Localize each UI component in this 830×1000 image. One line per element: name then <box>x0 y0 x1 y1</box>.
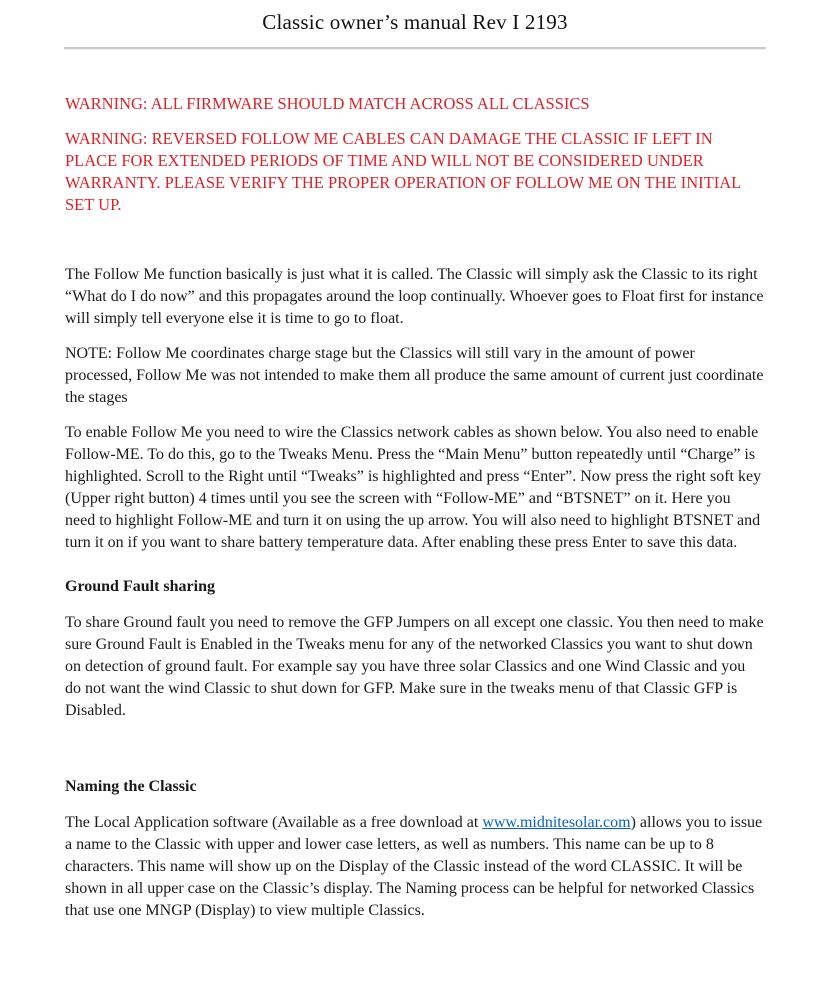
paragraph-note-charge-stage: NOTE: Follow Me coordinates charge stage but the Classics will still vary in the amount of power processed, Follow Me was not intended to make them all produce the same amount of current just coordinate the stages <box>65 345 764 406</box>
paragraph-ground-fault: To share Ground fault you need to remove the GFP Jumpers on all except one classic. You then need to make sure Ground Fault is Enabled in the Tweaks menu for any of the networked Classics you want to shut down on detection of ground fault. For example say you have three solar Classics and one Wind Classic and you do not want the wind Classic to shut down for GFP. Make sure in the tweaks menu of that Classic GFP is Disabled. <box>65 614 764 719</box>
document-body <box>0 93 830 922</box>
warning-firmware-match: WARNING: ALL FIRMWARE SHOULD MATCH ACROSS ALL CLASSICS <box>65 94 590 113</box>
paragraph-naming <box>65 812 764 922</box>
heading-naming-the-classic: Naming the Classic <box>65 778 197 795</box>
naming-text-after-link: ) allows you to issue a name to the Classic with upper and lower case letters, as well as numbers. This name can be up to 8 characters. This name will show up on the Display of the Classic instead of the word CLASSIC. It will be shown in all upper case on the Classic’s display. The Naming process can be helpful for networked Classics that use one MNGP (Display) to view multiple Classics. <box>65 814 763 919</box>
midnitesolar-link[interactable]: www.midnitesolar.com <box>482 814 631 831</box>
warning-reversed-cables: WARNING: REVERSED FOLLOW ME CABLES CAN DAMAGE THE CLASSIC IF LEFT IN PLACE FOR EXTENDED PERIODS OF TIME AND WILL NOT BE CONSIDERED UNDER WARRANTY. PLEASE VERIFY THE PROPER OPERATION OF FOLLOW ME ON THE INITIAL SET UP. <box>65 129 741 214</box>
title-divider <box>64 47 766 49</box>
paragraph-follow-me-intro: The Follow Me function basically is just what it is called. The Classic will simply ask the Classic to its right “What do I do now” and this propagates around the loop continually. Whoever goes to Float first for instance will simply tell everyone else it is time to go to float. <box>65 266 764 327</box>
paragraph-enable-follow-me: To enable Follow Me you need to wire the Classics network cables as shown below. You also need to enable Follow-ME. To do this, go to the Tweaks Menu. Press the “Main Menu” button repeatedly until “Charge” is highlighted. Scroll to the Right until “Tweaks” is highlighted and press “Enter”. Now press the right soft key (Upper right button) 4 times until you see the screen with “Follow-ME” and “BTSNET” on it. Here you need to highlight Follow-ME and turn it on using the up arrow. You will also need to highlight BTSNET and turn it on if you want to share battery temperature data. After enabling these press Enter to save this data. <box>65 424 762 551</box>
naming-text-before-link: The Local Application software (Available as a free download at <box>65 814 483 831</box>
heading-ground-fault-sharing: Ground Fault sharing <box>65 578 215 595</box>
page-title: Classic owner’s manual Rev I 2193 <box>262 10 568 34</box>
